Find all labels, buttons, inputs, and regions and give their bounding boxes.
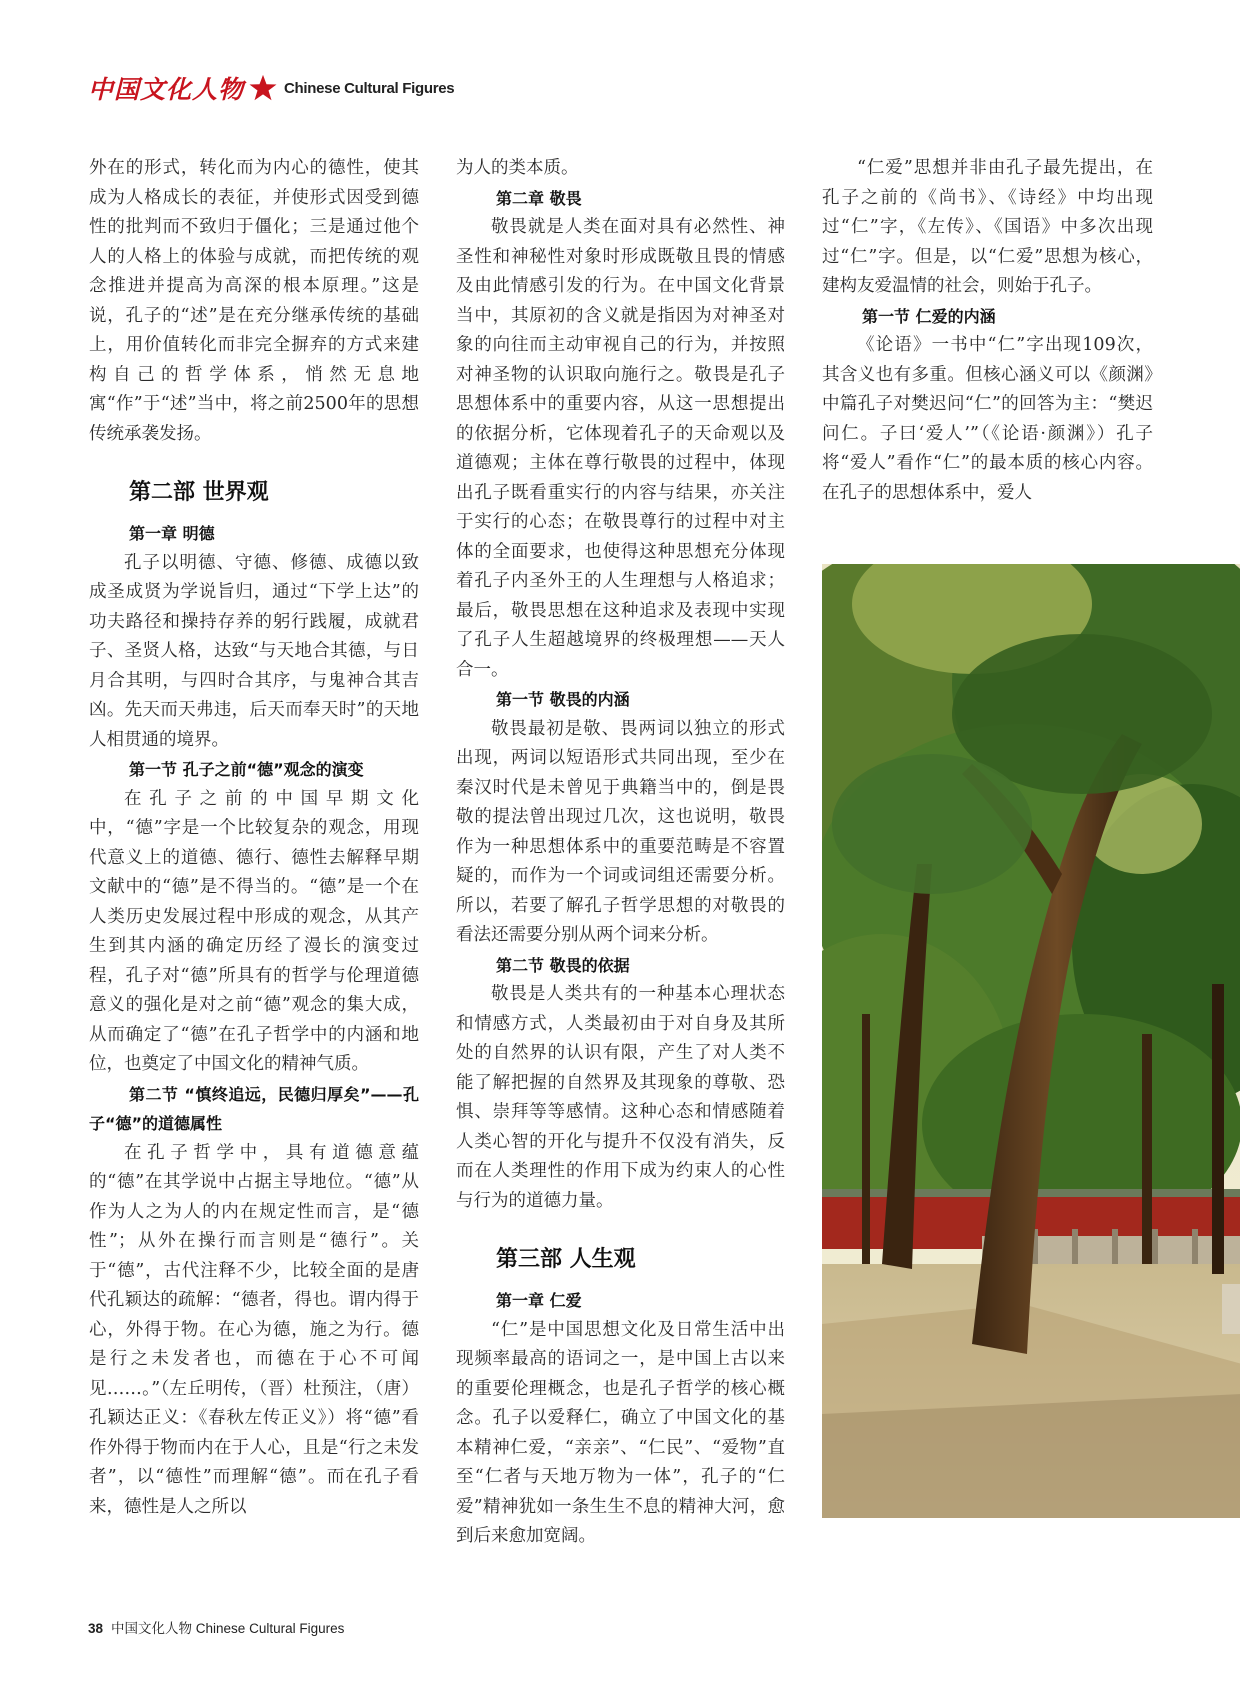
part-heading: 第二部 世界观	[129, 480, 269, 505]
star-icon	[248, 73, 278, 103]
paragraph: 在孔子哲学中，具有道德意蕴的“德”在其学说中占据主导地位。“德”从作为人之为人的内在规定性而言，是“德性”；从外在操行而言则是“德行”。关于“德”，古代注释不少，比较全面的是唐代孔颖达的疏解：“德者，得也。谓内得于心，外得于物。在心为德，施之为行。德是行之未发者也，而德在于心不可闻见……。”（左丘明传，（晋）杜预注，（唐）孔颖达正义：《春秋左传正义》）将“德”看作外得于物而内在于人心，且是“行之未发者”，以“德性”而理解“德”。而在孔子看来，德性是人之所以	[89, 1142, 419, 1517]
paragraph: 在孔子之前的中国早期文化中，“德”字是一个比较复杂的观念，用现代意义上的道德、德行、德性去解释早期文献中的“德”是不得当的。“德”是一个在人类历史发展过程中形成的观念，从其产生到其内涵的确定历经了漫长的演变过程，孔子对“德”所具有的哲学与伦理道德意义的强化是对之前“德”观念的集大成，从而确定了“德”在孔子哲学中的内涵和地位，也奠定了中国文化的精神气质。	[89, 788, 419, 1074]
footer-magazine-name: 中国文化人物 Chinese Cultural Figures	[111, 1621, 345, 1636]
section-heading: 第一节 敬畏的内涵	[496, 690, 630, 709]
paragraph: 为人的类本质。	[456, 158, 579, 178]
paragraph: 外在的形式，转化而为内心的德性，使其成为人格成长的表征，并使形式因受到德性的批判而不致归于僵化；三是通过他个人的人格上的体验与成就，而把传统的观念推进并提高为高深的根本原理。”这是说，孔子的“述”是在充分继承传统的基础上，用价值转化而非完全摒弃的方式来建构自己的哲学体系，悄然无息地寓“作”于“述”当中，将之前2500年的思想传统承袭发扬。	[89, 158, 419, 444]
paragraph: 敬畏是人类共有的一种基本心理状态和情感方式，人类最初由于对自身及其所处的自然界的认识有限，产生了对人类不能了解把握的自然界及其现象的尊敬、恐惧、崇拜等等感情。这种心态和情感随着人类心智的开化与提升不仅没有消失，反而在人类理性的作用下成为约束人的心性与行为的道德力量。	[456, 984, 785, 1211]
chapter-heading: 第一章 明德	[129, 524, 215, 543]
page-number: 38	[88, 1621, 104, 1636]
chapter-heading: 第一章 仁爱	[496, 1291, 582, 1310]
paragraph: 敬畏就是人类在面对具有必然性、神圣性和神秘性对象时形成既敬且畏的情感及由此情感引发的行为。在中国文化背景当中，其原初的含义就是指因为对神圣对象的向往而主动审视自己的行为，并按照对神圣物的认识取向施行之。敬畏是孔子思想体系中的重要内容，从这一思想提出的依据分析，它体现着孔子的天命观以及道德观；主体在尊行敬畏的过程中，体现出孔子既看重实行的内容与结果，亦关注于实行的心态；在敬畏尊行的过程中对主体的全面要求，也使得这种思想充分体现着孔子内圣外王的人生理想与人格追求；最后，敬畏思想在这种追求及表现中实现了孔子人生超越境界的终极理想——天人合一。	[456, 217, 785, 680]
paragraph: 《论语》一书中“仁”字出现109次，其含义也有多重。但核心涵义可以《颜渊》中篇孔子对樊迟问“仁”的回答为主：“樊迟问仁。子曰‘爱人’”（《论语·颜渊》）孔子将“爱人”看作“仁”的最本质的核心内容。在孔子的思想体系中，爱人	[822, 335, 1153, 503]
text-column-3	[822, 154, 1153, 508]
part-heading: 第三部 人生观	[496, 1247, 636, 1272]
magazine-logo-cn: 中国文化人物	[88, 75, 245, 104]
paragraph: “仁”是中国思想文化及日常生活中出现频率最高的语词之一，是中国上古以来的重要伦理概念，也是孔子哲学的核心概念。孔子以爱释仁，确立了中国文化的基本精神仁爱，“亲亲”、“仁民”、“爱物”直至“仁者与天地万物为一体”，孔子的“仁爱”精神犹如一条生生不息的精神大河，愈到后来愈加宽阔。	[456, 1319, 785, 1546]
section-heading: 第二节 “慎终追远，民德归厚矣”——孔子“德”的道德属性	[89, 1084, 419, 1133]
cypress-photo	[822, 564, 1240, 1518]
chapter-heading: 第二章 敬畏	[496, 188, 582, 208]
paragraph: “仁爱”思想并非由孔子最先提出，在孔子之前的《尚书》、《诗经》中均出现过“仁”字，《左传》、《国语》中多次出现过“仁”字。但是，以“仁爱”思想为核心，建构友爱温情的社会，则始于孔子。	[822, 158, 1153, 296]
paragraph: 敬畏最初是敬、畏两词以独立的形式出现，两词以短语形式共同出现，至少在秦汉时代是未曾见于典籍当中的，倒是畏敬的提法曾出现过几次，这也说明，敬畏作为一种思想体系中的重要范畴是不容置疑的，而作为一个词或词组还需要分析。所以，若要了解孔子哲学思想的对敬畏的看法还需要分别从两个词来分析。	[456, 718, 785, 945]
section-heading: 第一节 孔子之前“德”观念的演变	[129, 760, 364, 779]
page-footer	[88, 1617, 344, 1637]
paragraph: 孔子以明德、守德、修德、成德以致成圣成贤为学说旨归，通过“下学上达”的功夫路径和操持存养的躬行践履，成就君子、圣贤人格，达致“与天地合其德，与日月合其明，与四时合其序，与鬼神合其吉凶。先天而天弗违，后天而奉天时”的天地人相贯通的境界。	[89, 552, 419, 750]
section-heading: 第一节 仁爱的内涵	[862, 306, 996, 326]
section-heading: 第二节 敬畏的依据	[496, 955, 630, 975]
magazine-logo-en: Chinese Cultural Figures	[284, 79, 455, 97]
masthead	[88, 70, 454, 106]
text-column-2	[456, 154, 785, 1552]
text-column-1	[89, 154, 419, 1522]
